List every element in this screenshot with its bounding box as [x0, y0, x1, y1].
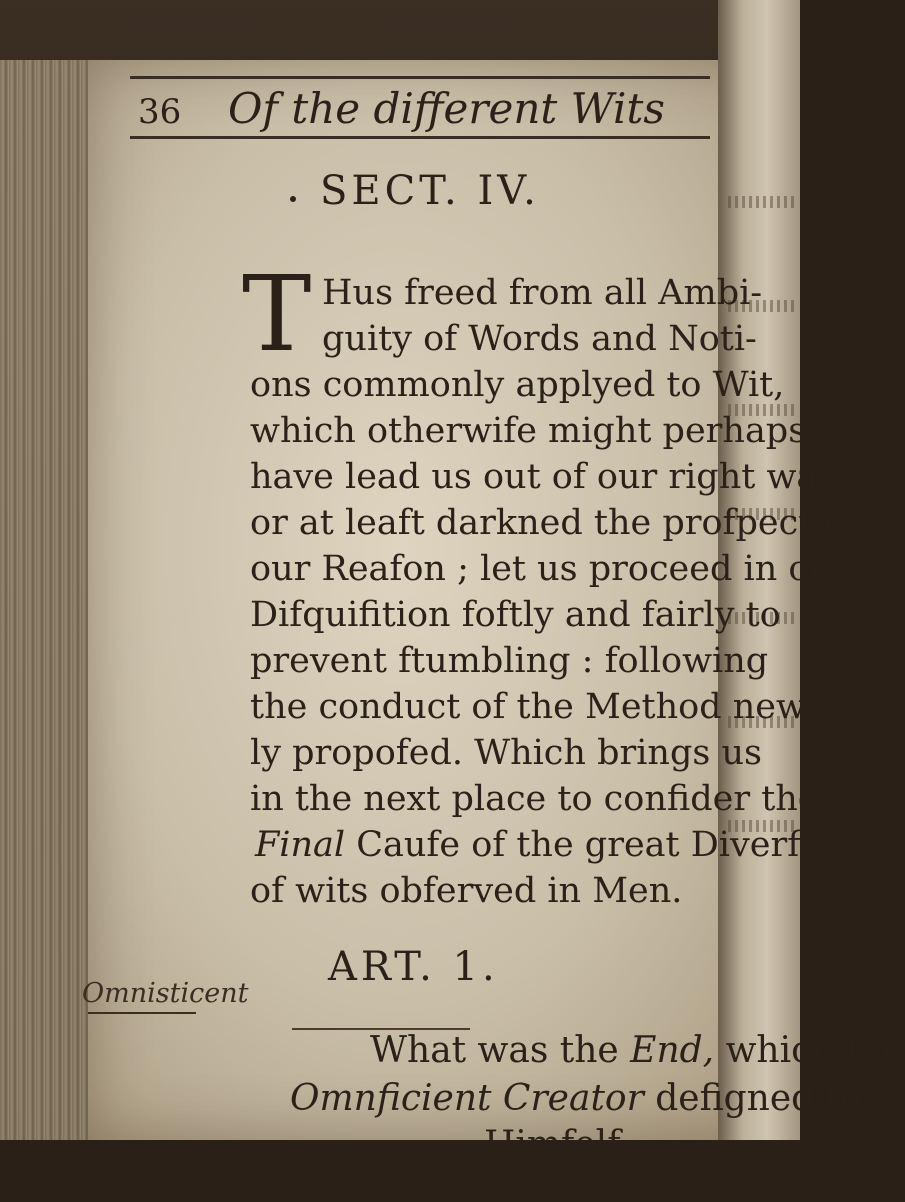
text-segment: defigned to	[655, 1078, 862, 1119]
text-line: ly propofed. Which brings us	[250, 733, 762, 773]
header-rule-top	[130, 76, 710, 79]
text-line: guity of Words and Noti-	[322, 319, 757, 359]
section-ornament-dot	[290, 196, 296, 202]
margin-annotation-underline	[88, 1012, 196, 1014]
text-line: of wits obferved in Men.	[250, 871, 683, 911]
page-number: 36	[138, 92, 182, 132]
text-line	[255, 822, 844, 868]
italic-final: Final	[255, 825, 346, 865]
handwritten-underline	[292, 1028, 470, 1030]
text-line: which otherwife might perhaps	[250, 411, 807, 451]
text-line-rest: Caufe of the great Diverfity	[356, 825, 845, 865]
drop-cap: T	[242, 253, 312, 375]
text-line: Hus freed from all Ambi-	[322, 273, 763, 313]
text-segment: What was the	[370, 1030, 619, 1071]
text-line: have lead us out of our right way,	[250, 457, 844, 497]
text-line: the conduct of the Method new-	[250, 687, 818, 727]
margin-annotation: Omnisticent	[82, 978, 249, 1009]
section-heading: SECT. IV.	[320, 168, 540, 214]
scan-bottom-edge	[0, 1140, 800, 1202]
page-edges-left	[0, 60, 88, 1140]
text-line	[370, 1030, 905, 1071]
italic-end: End,	[630, 1030, 715, 1071]
text-line: in the next place to confider the	[250, 779, 819, 819]
text-line: prevent ftumbling : following	[250, 641, 769, 681]
text-line: our Reafon ; let us proceed in our	[250, 549, 849, 589]
italic-creator: Omnficient Creator	[290, 1078, 644, 1119]
text-segment: which the	[725, 1030, 905, 1071]
running-title: Of the different Wits	[228, 84, 665, 133]
text-line: ons commonly applyed to Wit,	[250, 365, 785, 405]
text-line: or at leaft darkned the profpect of	[250, 503, 858, 543]
article-heading: ART. 1.	[328, 944, 499, 990]
text-line: Difquifition foftly and fairly to	[250, 595, 781, 635]
text-line	[290, 1078, 862, 1119]
header-rule-bottom	[130, 136, 710, 139]
facing-page-text-fragment	[728, 196, 798, 208]
